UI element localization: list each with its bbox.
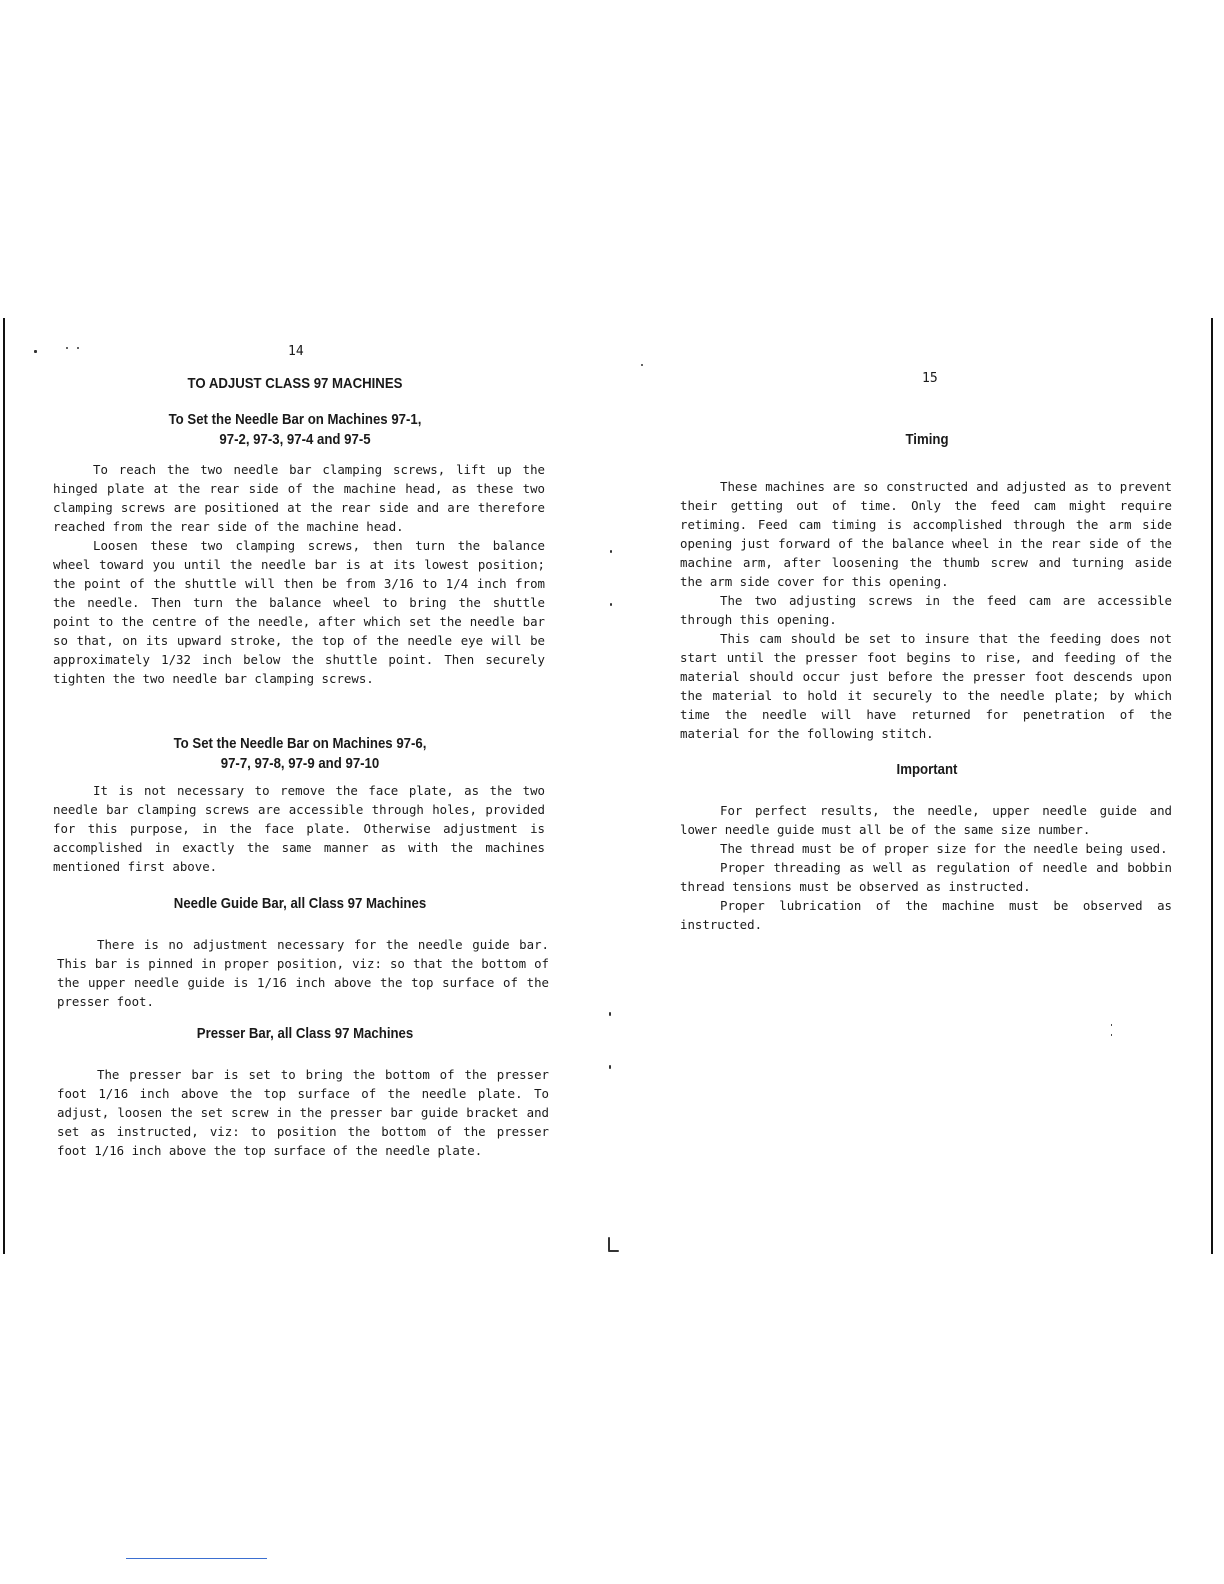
- heading-line: To Set the Needle Bar on Machines 97-6,: [173, 735, 427, 752]
- heading-line: 97-7, 97-8, 97-9 and 97-10: [220, 755, 380, 772]
- scan-speck: [610, 550, 612, 553]
- scan-corner-mark: [608, 1237, 610, 1251]
- paragraph: For perfect results, the needle, upper needle guide and lower needle guide must all be of the same size number.: [680, 803, 1172, 837]
- page-title: TO ADJUST CLASS 97 MACHINES: [187, 375, 403, 392]
- section-heading-presser-bar: Presser Bar, all Class 97 Machines: [196, 1025, 414, 1042]
- section-body-needle-guide-bar: [57, 935, 549, 1011]
- scan-speck: [609, 1065, 611, 1069]
- paragraph: This cam should be set to insure that the feeding does not start until the presser foot begins to rise, and feeding of the material should occur just before the presser foot descends upon the material to hold it securely to the needle plate; by which time the needle will have returned for penetration of the material for the following stitch.: [680, 631, 1172, 741]
- section-body-important: [680, 801, 1172, 934]
- paragraph: Proper threading as well as regulation of needle and bobbin thread tensions must be observed as instructed.: [680, 860, 1172, 894]
- scan-speck: [609, 1012, 611, 1016]
- section-body-timing: [680, 477, 1172, 743]
- scan-speck: [1111, 1034, 1112, 1036]
- left-page-edge: [3, 318, 5, 1254]
- scan-speck: [641, 364, 643, 366]
- left-page-number: 14: [288, 344, 304, 359]
- selection-underline: [126, 1558, 267, 1559]
- scan-speck: [1111, 1024, 1112, 1026]
- section-heading-important: Important: [896, 761, 958, 778]
- paragraph: Proper lubrication of the machine must be observed as instructed.: [680, 898, 1172, 932]
- paragraph: It is not necessary to remove the face plate, as the two needle bar clamping screws are accessible through holes, provided for this purpose, in the face plate. Otherwise adjustment is accomplished in exactly the same manner as with the machines mentioned first above.: [53, 783, 545, 874]
- paragraph: The two adjusting screws in the feed cam are accessible through this opening.: [680, 593, 1172, 627]
- section-heading-needle-bar-6-10: [120, 734, 481, 774]
- heading-line: 97-2, 97-3, 97-4 and 97-5: [219, 431, 371, 448]
- paragraph: The presser bar is set to bring the bottom of the presser foot 1/16 inch above the top surface of the needle plate. To adjust, loosen the set screw in the presser bar guide bracket and set as instructed, viz: to position the bottom of the presser foot 1/16 inch above the top surface of the needle plate.: [57, 1067, 549, 1158]
- scan-speck: [34, 350, 37, 353]
- paragraph: These machines are so constructed and adjusted as to prevent their getting out of time. Only the feed cam might require retiming. Feed cam timing is accomplished through the arm side opening just forward of the balance wheel in the rear side of the machine arm, after loosening the thumb screw and turning aside the arm side cover for this opening.: [680, 479, 1172, 589]
- scan-corner-mark: [608, 1250, 619, 1252]
- section-heading-needle-bar-1-5: [115, 410, 476, 450]
- right-page-number: 15: [922, 371, 938, 386]
- heading-line: To Set the Needle Bar on Machines 97-1,: [168, 411, 422, 428]
- paragraph: There is no adjustment necessary for the needle guide bar. This bar is pinned in proper position, viz: so that the bottom of the upper needle guide is 1/16 inch above the top surface of the presser foot.: [57, 937, 549, 1009]
- right-page-edge: [1211, 318, 1213, 1254]
- section-body-needle-bar-1-5: [53, 460, 545, 688]
- paragraph: Loosen these two clamping screws, then turn the balance wheel toward you until the needle bar is at its lowest position; the point of the shuttle will then be from 3/16 to 1/4 inch from the needle. Then turn the balance wheel to bring the shuttle point to the centre of the needle, after which set the needle bar so that, on its upward stroke, the top of the needle eye will be approximately 1/32 inch below the shuttle point. Then securely tighten the two needle bar clamping screws.: [53, 538, 545, 686]
- paragraph: To reach the two needle bar clamping screws, lift up the hinged plate at the rear side of the machine head, as these two clamping screws are positioned at the rear side and are therefore reached from the rear side of the machine head.: [53, 462, 545, 534]
- section-body-presser-bar: [57, 1065, 549, 1160]
- scan-speck: [66, 347, 68, 349]
- section-body-needle-bar-6-10: [53, 781, 545, 876]
- scan-speck: [610, 603, 612, 606]
- scan-speck: [77, 347, 79, 349]
- section-heading-timing: Timing: [905, 431, 949, 448]
- paragraph: The thread must be of proper size for the needle being used.: [720, 841, 1168, 856]
- section-heading-needle-guide-bar: Needle Guide Bar, all Class 97 Machines: [173, 895, 427, 912]
